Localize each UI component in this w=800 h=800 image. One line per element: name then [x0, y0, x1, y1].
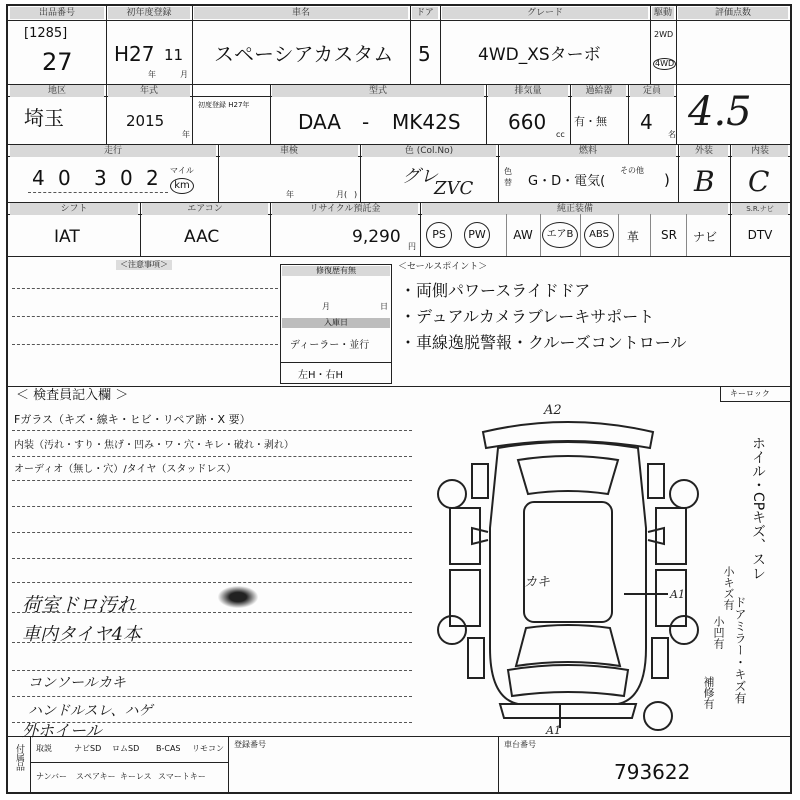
handwritten-note-4: ハンドルスレ、ハゲ	[28, 703, 153, 719]
lot-sub-number: [1285]	[24, 26, 68, 41]
model-prefix: DAA	[298, 110, 341, 134]
sticker-label: S.R.ナビ	[732, 203, 788, 215]
acc-bcas: B-CAS	[156, 744, 181, 753]
chassis-label: 車台番号	[504, 740, 536, 749]
inspection-end: )	[354, 190, 358, 199]
accessories-label: 付属品	[14, 744, 24, 771]
recycle-label: リサイクル預託金	[272, 203, 418, 215]
interior-label: 内装	[732, 145, 788, 157]
right-note-5: 補修有	[702, 676, 715, 709]
mileage-unit-km: km	[170, 178, 194, 194]
auction-sheet	[6, 4, 792, 794]
history-month: 月	[322, 302, 330, 311]
recycle-unit: 円	[408, 242, 416, 251]
equip-aw: AW	[513, 228, 533, 242]
row-divider-5	[8, 386, 790, 387]
inspection-year: 年	[286, 190, 294, 199]
month-mark: 月	[180, 70, 188, 79]
equip-pw: PW	[464, 222, 490, 248]
row-divider-6	[8, 736, 790, 737]
color-side-label: 色替	[504, 167, 512, 187]
diagram-mark-a1-bottom: A1	[546, 724, 561, 734]
door-count: 5	[418, 42, 431, 66]
grade-label: グレード	[442, 7, 648, 19]
rating-label: 評価点数	[678, 7, 788, 19]
sales-point-2: ・デュアルカメラブレーキサポート	[400, 307, 655, 326]
history-note: 入庫日	[282, 318, 390, 328]
model-year-mark: 年	[182, 130, 190, 139]
region-value: 埼玉	[24, 106, 64, 130]
region-label: 地区	[10, 85, 104, 97]
inspector-line-1: Fガラス（キズ・線キ・ヒビ・リペア跡・X 要）	[14, 413, 251, 426]
capacity-value: 4	[640, 110, 653, 134]
chassis-number: 793622	[614, 760, 691, 784]
capacity-label: 定員	[630, 85, 674, 97]
equip-navi: ナビ	[692, 230, 717, 244]
car-name: スペーシアカスタム	[214, 42, 394, 66]
diagram-mark-a1-side: A1	[670, 588, 685, 601]
inspection-label: 車検	[220, 145, 358, 157]
displacement-unit: cc	[556, 130, 565, 139]
grade-value: 4WD_XSターボ	[478, 45, 601, 65]
shift-value: IAT	[54, 227, 80, 247]
history-day: 日	[380, 302, 388, 311]
right-note-4: 小凹有	[712, 616, 725, 649]
equip-ps: PS	[426, 222, 452, 248]
handwritten-note-2: 車内タイヤ4本	[22, 624, 142, 645]
mileage-digit-1: 4	[32, 166, 45, 190]
car-damage-diagram	[428, 398, 708, 734]
mileage-digit-3: 3	[94, 166, 107, 190]
equipment-label: 純正装備	[422, 203, 728, 215]
capacity-unit: 名	[668, 130, 676, 139]
acc-spare-key: スペアキー	[76, 772, 116, 781]
lot-label: 出品番号	[10, 7, 104, 19]
equip-airbag: エアB	[542, 222, 578, 248]
turbo-value: 有・無	[574, 115, 607, 128]
mileage-label: 走行	[10, 145, 216, 157]
mileage-digit-4: 0	[120, 166, 133, 190]
right-note-1: ホイル・CPキズ、スレ	[750, 436, 766, 581]
register-label: 登録番号	[234, 740, 266, 749]
diagram-center-note: カキ	[524, 575, 551, 590]
right-note-3: 小キズ有	[722, 566, 735, 610]
turbo-label: 過給器	[572, 85, 626, 97]
car-name-label: 車名	[194, 7, 408, 19]
acc-number: ナンバー	[36, 772, 68, 781]
acc-remote: リモコン	[192, 744, 224, 753]
displacement-label: 排気量	[488, 85, 568, 97]
rating-value: 4.5	[688, 89, 752, 135]
mileage-digit-5: 2	[146, 166, 159, 190]
color-label: 色 (Col.No)	[362, 145, 496, 157]
first-reg-month: 11	[164, 46, 184, 64]
exterior-label: 外装	[680, 145, 728, 157]
history-label: 修復歴有無	[282, 266, 390, 276]
handwritten-note-1: 荷室ドロ汚れ	[22, 594, 137, 616]
inspector-line-3: オーディオ（無し・穴）/タイヤ（スタッドレス）	[14, 464, 237, 475]
shift-label: シフト	[10, 203, 138, 215]
fuel-other: その他	[620, 166, 644, 175]
sales-point-1: ・両側パワースライドドア	[400, 281, 591, 300]
model-year-note: 初度登録 H27年	[198, 101, 250, 109]
dealer-option: ディーラー・並行	[290, 340, 370, 351]
ac-label: エアコン	[142, 203, 268, 215]
equip-abs: ABS	[584, 222, 614, 248]
drive-option-4wd: 4WD	[655, 59, 675, 68]
ac-value: AAC	[184, 227, 220, 247]
inspector-title: ＜ 検査員記入欄 ＞	[16, 388, 129, 403]
model-dash: -	[362, 110, 370, 134]
equip-leather: 革	[626, 230, 639, 244]
door-label: ドア	[412, 7, 438, 19]
displacement-value: 660	[508, 110, 547, 134]
fuel-label: 燃料	[500, 145, 676, 157]
sales-label: ＜セールスポイント＞	[398, 262, 488, 272]
mileage-digit-2: 0	[58, 166, 71, 190]
inspector-line-2: 内装（汚れ・すり・焦げ・凹み・ワ・穴・キレ・破れ・剥れ）	[14, 440, 294, 451]
first-reg-era-year: H27	[114, 42, 155, 66]
year-mark: 年	[148, 70, 156, 79]
drive-label: 駆動	[653, 8, 672, 18]
notes-label: ＜注意事項＞	[116, 260, 172, 270]
sales-point-3: ・車線逸脱警報・クルーズコントロール	[400, 333, 687, 352]
acc-rom-sd: ロムSD	[112, 744, 140, 753]
model-year-value: 2015	[126, 112, 165, 130]
row-divider-4	[8, 256, 790, 257]
lot-number: 27	[42, 48, 73, 76]
scribble-mark	[218, 586, 258, 608]
acc-navi-sd: ナビSD	[74, 744, 102, 753]
drive-option-2wd: 2WD	[654, 30, 674, 39]
exterior-grade: B	[694, 165, 715, 198]
model-label: 型式	[272, 85, 484, 97]
recycle-value: 9,290	[352, 227, 401, 247]
mileage-unit-mile: マイル	[170, 166, 194, 175]
handwritten-note-3: コンソールカキ	[28, 675, 126, 691]
interior-grade: C	[748, 165, 770, 198]
model-code: MK42S	[392, 110, 461, 134]
fuel-close: )	[664, 171, 670, 189]
first-reg-label: 初年度登録	[108, 7, 190, 19]
inspection-month: 月(	[336, 190, 348, 199]
color-name: グレ	[402, 166, 438, 187]
equip-dtv: DTV	[747, 228, 773, 242]
handle-option: 左H・右H	[298, 370, 344, 381]
fuel-options: G・D・電気(	[528, 174, 606, 189]
equip-sunroof: SR	[661, 228, 677, 242]
acc-keyless: キーレス	[120, 772, 152, 781]
right-note-2: ドアミラー・キズ有	[733, 596, 747, 704]
acc-manual: 取説	[36, 744, 52, 753]
color-code: ZVC	[434, 178, 474, 199]
acc-smart-key: スマートキー	[158, 772, 206, 781]
diagram-mark-a2: A2	[544, 403, 562, 418]
handwritten-note-5: 外ホイール	[22, 721, 102, 740]
keylock-label: キーロック	[730, 389, 770, 398]
model-year-label: 年式	[108, 85, 190, 97]
